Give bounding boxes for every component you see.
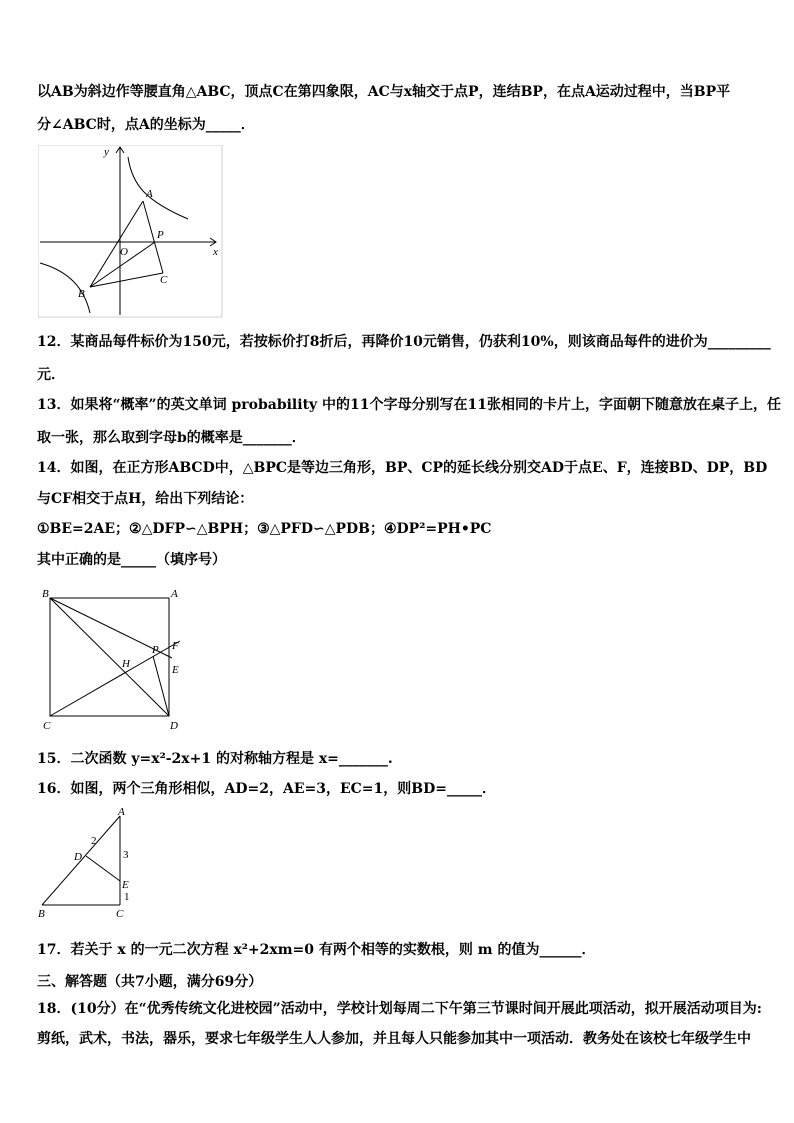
label-A: A	[146, 188, 153, 200]
q11-text-line1: 以AB为斜边作等腰直角△ABC，顶点C在第四象限，AC与x轴交于点P，连结BP，在点A运动过程中，当BP平	[37, 84, 731, 100]
label-EC-length: 1	[124, 891, 130, 903]
label-A: A	[118, 808, 125, 818]
figure-frame	[38, 145, 222, 317]
q11-text-line2: 分∠ABC时，点A的坐标为_____．	[37, 117, 255, 133]
q18-text-line2: 剪纸，武术，书法，器乐，要求七年级学生人人参加，并且每人只能参加其中一项活动．教务处在该校七年级学生中	[37, 1031, 751, 1047]
label-P: P	[152, 644, 159, 656]
label-P: P	[157, 229, 164, 241]
q16-text: 16．如图，两个三角形相似，AD=2，AE=3，EC=1，则BD=_____．	[37, 781, 496, 797]
label-E: E	[172, 664, 179, 676]
hyperbola-branch-1	[128, 157, 188, 219]
q14-conclusions: ①BE=2AE；②△DFP∽△BPH；③△PFD∽△PDB；④DP²=PH•PC	[37, 521, 492, 537]
label-F: F	[172, 640, 179, 652]
q14-square-figure	[38, 583, 188, 735]
q14-text-line2: 与CF相交于点H，给出下列结论：	[37, 491, 254, 507]
label-A: A	[171, 588, 178, 600]
section-3-heading: 三、解答题（共7小题，满分69分）	[37, 974, 263, 990]
label-O: O	[120, 246, 128, 258]
segment-DE	[86, 856, 120, 881]
label-D: D	[170, 720, 178, 732]
q13-text-line1: 13．如果将“概率”的英文单词 probability 中的11个字母分别写在11张相同的卡片上，字面朝下随意放在桌子上，任	[37, 397, 782, 413]
segment-AB	[90, 201, 143, 287]
q16-triangle-figure	[36, 808, 136, 923]
label-B: B	[38, 908, 45, 920]
label-y: y	[104, 146, 109, 158]
q14-text-line4: 其中正确的是_____（填序号）	[37, 552, 226, 568]
label-AE-length: 3	[123, 849, 129, 861]
q12-text-line2: 元．	[37, 367, 65, 383]
segment-CF	[50, 641, 180, 716]
q18-text-line1: 18．(10分）在“优秀传统文化进校园”活动中，学校计划每周二下午第三节课时间开展此项活动，拟开展活动项目为:	[37, 1001, 762, 1017]
q15-text: 15．二次函数 y=x²-2x+1 的对称轴方程是 x=_______.	[37, 751, 393, 767]
label-E: E	[122, 879, 129, 891]
label-C: C	[160, 274, 168, 286]
q14-text-line1: 14．如图，在正方形ABCD中，△BPC是等边三角形，BP、CP的延长线分别交AD于点E、F，连接BD、DP，BD	[37, 460, 768, 476]
label-H: H	[122, 658, 130, 670]
label-C: C	[43, 720, 51, 732]
q17-text: 17．若关于 x 的一元二次方程 x²+2xm=0 有两个相等的实数根，则 m 的值为______．	[37, 942, 596, 958]
segment-DP	[153, 656, 169, 716]
label-D: D	[74, 851, 82, 863]
label-AD-length: 2	[91, 835, 97, 847]
q13-text-line2: 取一张，那么取到字母b的概率是_______．	[37, 430, 306, 446]
label-C: C	[116, 908, 124, 920]
label-B: B	[78, 288, 85, 300]
label-x: x	[213, 246, 218, 258]
diagonal-BD	[50, 598, 169, 716]
q11-coordinate-figure	[38, 145, 223, 320]
label-B: B	[42, 588, 49, 600]
q12-text-line1: 12．某商品每件标价为150元，若按标价打8折后，再降价10元销售，仍获利10%，则该商品每件的进价为_________	[37, 334, 771, 350]
